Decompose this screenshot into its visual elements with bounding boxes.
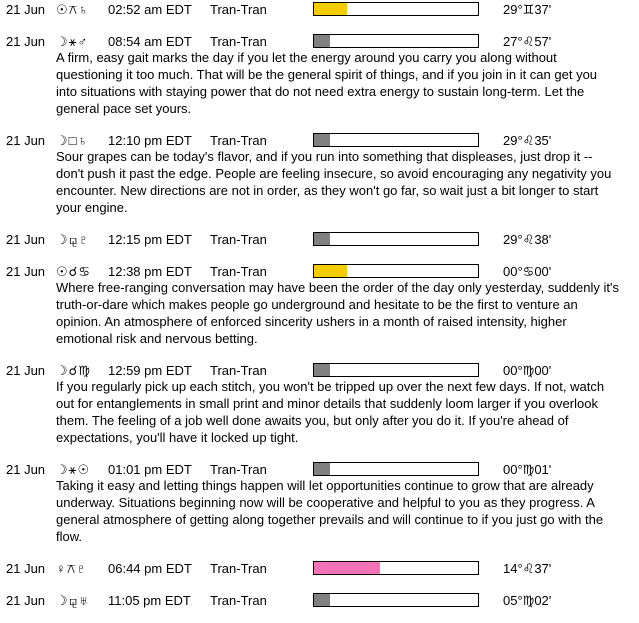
transit-row <box>0 361 639 381</box>
aspect-glyphs: ♀⚻♇ <box>56 561 88 576</box>
transit-type: Tran-Tran <box>210 561 267 576</box>
transit-date: 21 Jun <box>6 462 46 477</box>
aspect-glyphs: ☽□♄ <box>56 133 89 148</box>
transit-description: Where free-ranging conversation may have been the order of the day only yesterday, suddenly it's truth-or-dare which makes people go underground and hesitate to be the first to venture an opinion. An atmosphere of enforced sincerity ushers in a month of raised intensity, higher emotional risk and nervous betting. <box>56 280 619 346</box>
transit-description: Taking it easy and letting things happen will let opportunities continue to grow that are already underway. Situations beginning now will be cooperative and helpful to you as they progress. A general atmosphere of getting along together prevails and will continue to if you just go with the flow. <box>56 478 604 544</box>
transit-time: 12:15 pm EDT <box>108 232 192 247</box>
aspect-glyphs: ☉⚻♄ <box>56 2 90 17</box>
intensity-bar-fill <box>314 35 330 47</box>
intensity-bar-fill <box>314 562 380 574</box>
zodiac-position: 27°♌57' <box>503 34 552 49</box>
transit-row <box>0 131 639 151</box>
transit-entry <box>0 262 639 361</box>
intensity-bar <box>313 264 479 278</box>
transit-time: 01:01 pm EDT <box>108 462 192 477</box>
transit-date: 21 Jun <box>6 264 46 279</box>
intensity-bar-fill <box>314 3 347 15</box>
transit-row <box>0 0 639 20</box>
transit-type: Tran-Tran <box>210 363 267 378</box>
transit-row <box>0 559 639 579</box>
transit-row <box>0 32 639 52</box>
transit-time: 12:10 pm EDT <box>108 133 192 148</box>
transit-type: Tran-Tran <box>210 2 267 17</box>
intensity-bar <box>313 133 479 147</box>
transit-entry <box>0 591 639 623</box>
transit-time: 12:38 pm EDT <box>108 264 192 279</box>
transit-row <box>0 591 639 611</box>
transit-description: If you regularly pick up each stitch, you won't be tripped up over the next few days. If not, watch out for entanglements in small print and minor details that suddenly loom larger if you overlook them. The feeling of a job well done awaits you, but only after you do it. If you're ahead of expectations, you'll have it locked up tight. <box>56 379 605 445</box>
intensity-bar-fill <box>314 134 330 146</box>
transit-entry <box>0 131 639 230</box>
transit-type: Tran-Tran <box>210 133 267 148</box>
transit-date: 21 Jun <box>6 133 46 148</box>
transit-date: 21 Jun <box>6 593 46 608</box>
transit-entry <box>0 361 639 460</box>
intensity-bar-fill <box>314 364 330 376</box>
transit-entry <box>0 32 639 131</box>
transit-type: Tran-Tran <box>210 593 267 608</box>
transit-type: Tran-Tran <box>210 264 267 279</box>
aspect-glyphs: ☽⚹☉ <box>56 462 91 477</box>
transit-entry <box>0 460 639 559</box>
transit-description: A firm, easy gait marks the day if you let the energy around you carry you along without questioning it too much. That will be the general spirit of things, and if you join in it can get you into situations with staying power that do not need extra energy to sustain long-term. Let the general pace set yours. <box>56 50 598 116</box>
zodiac-position: 00°♋00' <box>503 264 552 279</box>
intensity-bar <box>313 34 479 48</box>
transit-date: 21 Jun <box>6 2 46 17</box>
transit-description: Sour grapes can be today's flavor, and if you run into something that displeases, just drop it -- don't push it past the edge. People are feeling insecure, so avoid encouraging any negativity you encounter. New directions are not in order, as they won't go far, so wait just a bit longer to start your engine. <box>56 149 612 215</box>
zodiac-position: 00°♍01' <box>503 462 552 477</box>
transit-row <box>0 460 639 480</box>
transit-date: 21 Jun <box>6 232 46 247</box>
transit-row <box>0 230 639 250</box>
intensity-bar <box>313 2 479 16</box>
aspect-glyphs: ☉☌♋ <box>56 264 92 279</box>
transit-date: 21 Jun <box>6 34 46 49</box>
aspect-glyphs: ☽⚼♅ <box>56 593 90 608</box>
intensity-bar <box>313 593 479 607</box>
transit-time: 12:59 pm EDT <box>108 363 192 378</box>
aspect-glyphs: ☽☌♍ <box>56 363 92 378</box>
transit-entry <box>0 230 639 262</box>
intensity-bar-fill <box>314 233 330 245</box>
zodiac-position: 29°♌35' <box>503 133 552 148</box>
transit-type: Tran-Tran <box>210 462 267 477</box>
aspect-glyphs: ☽⚹♂ <box>56 34 89 49</box>
transit-date: 21 Jun <box>6 363 46 378</box>
intensity-bar-fill <box>314 463 330 475</box>
zodiac-position: 29°♌38' <box>503 232 552 247</box>
transit-entry <box>0 559 639 591</box>
aspect-glyphs: ☽⚼♇ <box>56 232 90 247</box>
transit-date: 21 Jun <box>6 561 46 576</box>
transit-row <box>0 262 639 282</box>
transit-entry <box>0 0 639 32</box>
transit-type: Tran-Tran <box>210 232 267 247</box>
transit-time: 06:44 pm EDT <box>108 561 192 576</box>
transit-time: 08:54 am EDT <box>108 34 192 49</box>
intensity-bar-fill <box>314 265 347 277</box>
intensity-bar <box>313 462 479 476</box>
intensity-bar <box>313 561 479 575</box>
intensity-bar <box>313 232 479 246</box>
zodiac-position: 00°♍00' <box>503 363 552 378</box>
zodiac-position: 14°♌37' <box>503 561 552 576</box>
transit-type: Tran-Tran <box>210 34 267 49</box>
intensity-bar-fill <box>314 594 330 606</box>
transit-time: 11:05 pm EDT <box>108 593 191 608</box>
zodiac-position: 05°♍02' <box>503 593 552 608</box>
zodiac-position: 29°♊37' <box>503 2 552 17</box>
transit-time: 02:52 am EDT <box>108 2 192 17</box>
intensity-bar <box>313 363 479 377</box>
